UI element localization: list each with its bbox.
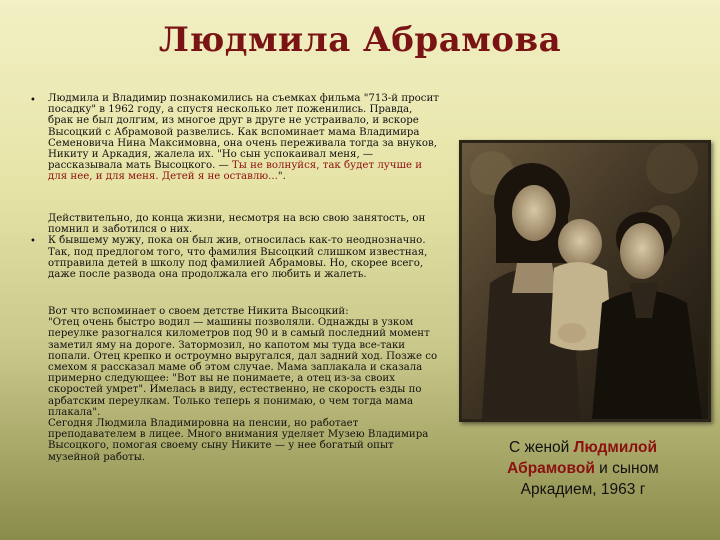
family-photo-image [462,143,708,419]
photo-caption [470,437,696,500]
recollection-text: Как вспоминает мама Владимира Семеновича Нина Максимовна, она очень переживала тогда за внуков, Никиту и Аркадия, жалела их. "Но сын успокаивал меня, — рассказывала мать Высоцкого. — [48,126,437,172]
caption-name2: Абрамовой [507,460,595,477]
caption-name1: Людмилой [573,439,658,456]
page-title: Людмила Абрамова [158,20,562,60]
paragraph-intro [48,93,440,183]
quote-end: ". [277,171,286,183]
paragraph-relationship: Действительно, до конца жизни, несмотря на всю свою занятость, он помнил и заботился о них. К бывшему мужу, пока он был жив, относилась как-то неоднозначно. Так, под предлогом того, что фамилия Высоцкий слишком известная, отправила детей в школу под фамилией Абрамовы. Но, скорее всего, даже после развода она продолжала его любить и жалеть. [48,213,428,281]
paragraph-nikita-memory: Вот что вспоминает о своем детстве Никита Высоцкий: "Отец очень быстро водил — машины позволяли. Однажды в узком переулке разогнался километров под 90 и в самый последний момент заметил яму на дороге. Затормозил, но капотом мы туда все-таки попали. Отец крепко и остроумно выругался, дал задний ход. Позже со смехом я рассказал маме об этом случае. Мама заплакала и сказала примерно следующее: "Вот вы не понимаете, а отец из-за своих скоростей умрет". Имелась в виду, естественно, не скорость езды по арбатским переулкам. Только теперь я понимаю, о чем тогда мама плакала". Сегодня Людмила Владимировна на пенсии, но работает преподавателем в лицее. Много внимания уделяет Музею Владимира Высоцкого, помогая своему сыну Никите — у нее богатый опыт музейной работы. [48,306,438,463]
caption-part3: Аркадием, 1963 г [520,481,646,498]
bullet-marker: • [30,236,36,247]
bullet-marker: • [30,95,36,106]
caption-part2: и сыном [594,460,659,477]
intro-text: Людмила и Владимир познакомились на съемках фильма "713-й просит посадку" в 1962 году, а спустя несколько лет поженились. Правда, брак не был долгим, из многое друг в друге не устраивало, и вскоре Высоцкий с Абрамовой развелись. [48,93,439,138]
caption-part1: С женой [508,439,574,456]
family-photo [459,140,711,422]
quote-text: Ты не волнуйся, так будет лучше и для нее, и для меня. Детей я не оставлю... [48,160,423,183]
